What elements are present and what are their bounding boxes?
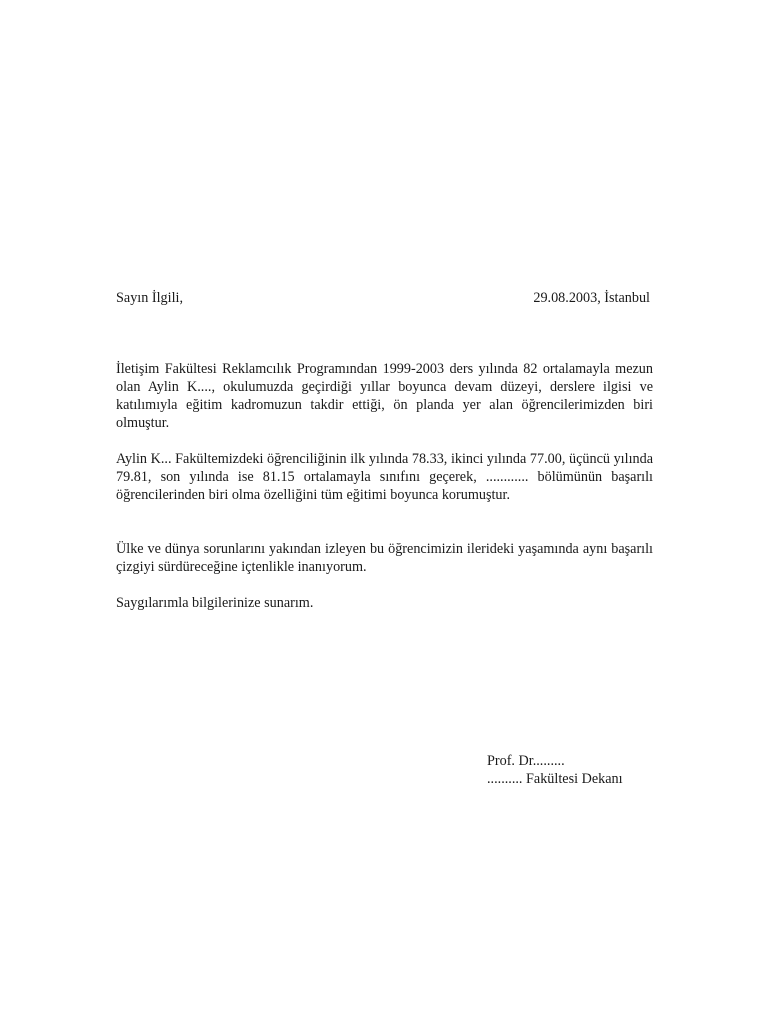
body-paragraph-2: Aylin K... Fakültemizdeki öğrenciliğinin ilk yılında 78.33, ikinci yılında 77.00, üçüncü yılında 79.81, son yılında ise 81.15 ortalamayla sınıfını geçerek, ............ bölümünün başarılı öğrencilerinden biri olma özelliğini tüm eğitimi boyunca korumuştur.	[116, 451, 653, 503]
date-place: 29.08.2003, İstanbul	[533, 290, 650, 306]
signatory-title: .......... Fakültesi Dekanı	[487, 771, 623, 787]
signatory-name: Prof. Dr.........	[487, 753, 565, 769]
signature-block	[487, 752, 623, 788]
body-paragraph-3: Ülke ve dünya sorunlarını yakından izleyen bu öğrencimizin ilerideki yaşamında aynı başarılı çizgiyi sürdüreceğine içtenlikle inanıyorum.	[116, 541, 653, 575]
salutation: Sayın İlgili,	[116, 290, 183, 306]
body-paragraph-1: İletişim Fakültesi Reklamcılık Programından 1999-2003 ders yılında 82 ortalamayla mezun olan Aylin K...., okulumuzda geçirdiği yıllar boyunca devam düzeyi, derslere ilgisi ve katılımıyla eğitim kadromuzun takdir ettiği, ön planda yer alan öğrencilerimizden biri olmuştur.	[116, 361, 653, 431]
closing-line: Saygılarımla bilgilerinize sunarım.	[116, 595, 314, 611]
letter-header	[116, 289, 650, 307]
